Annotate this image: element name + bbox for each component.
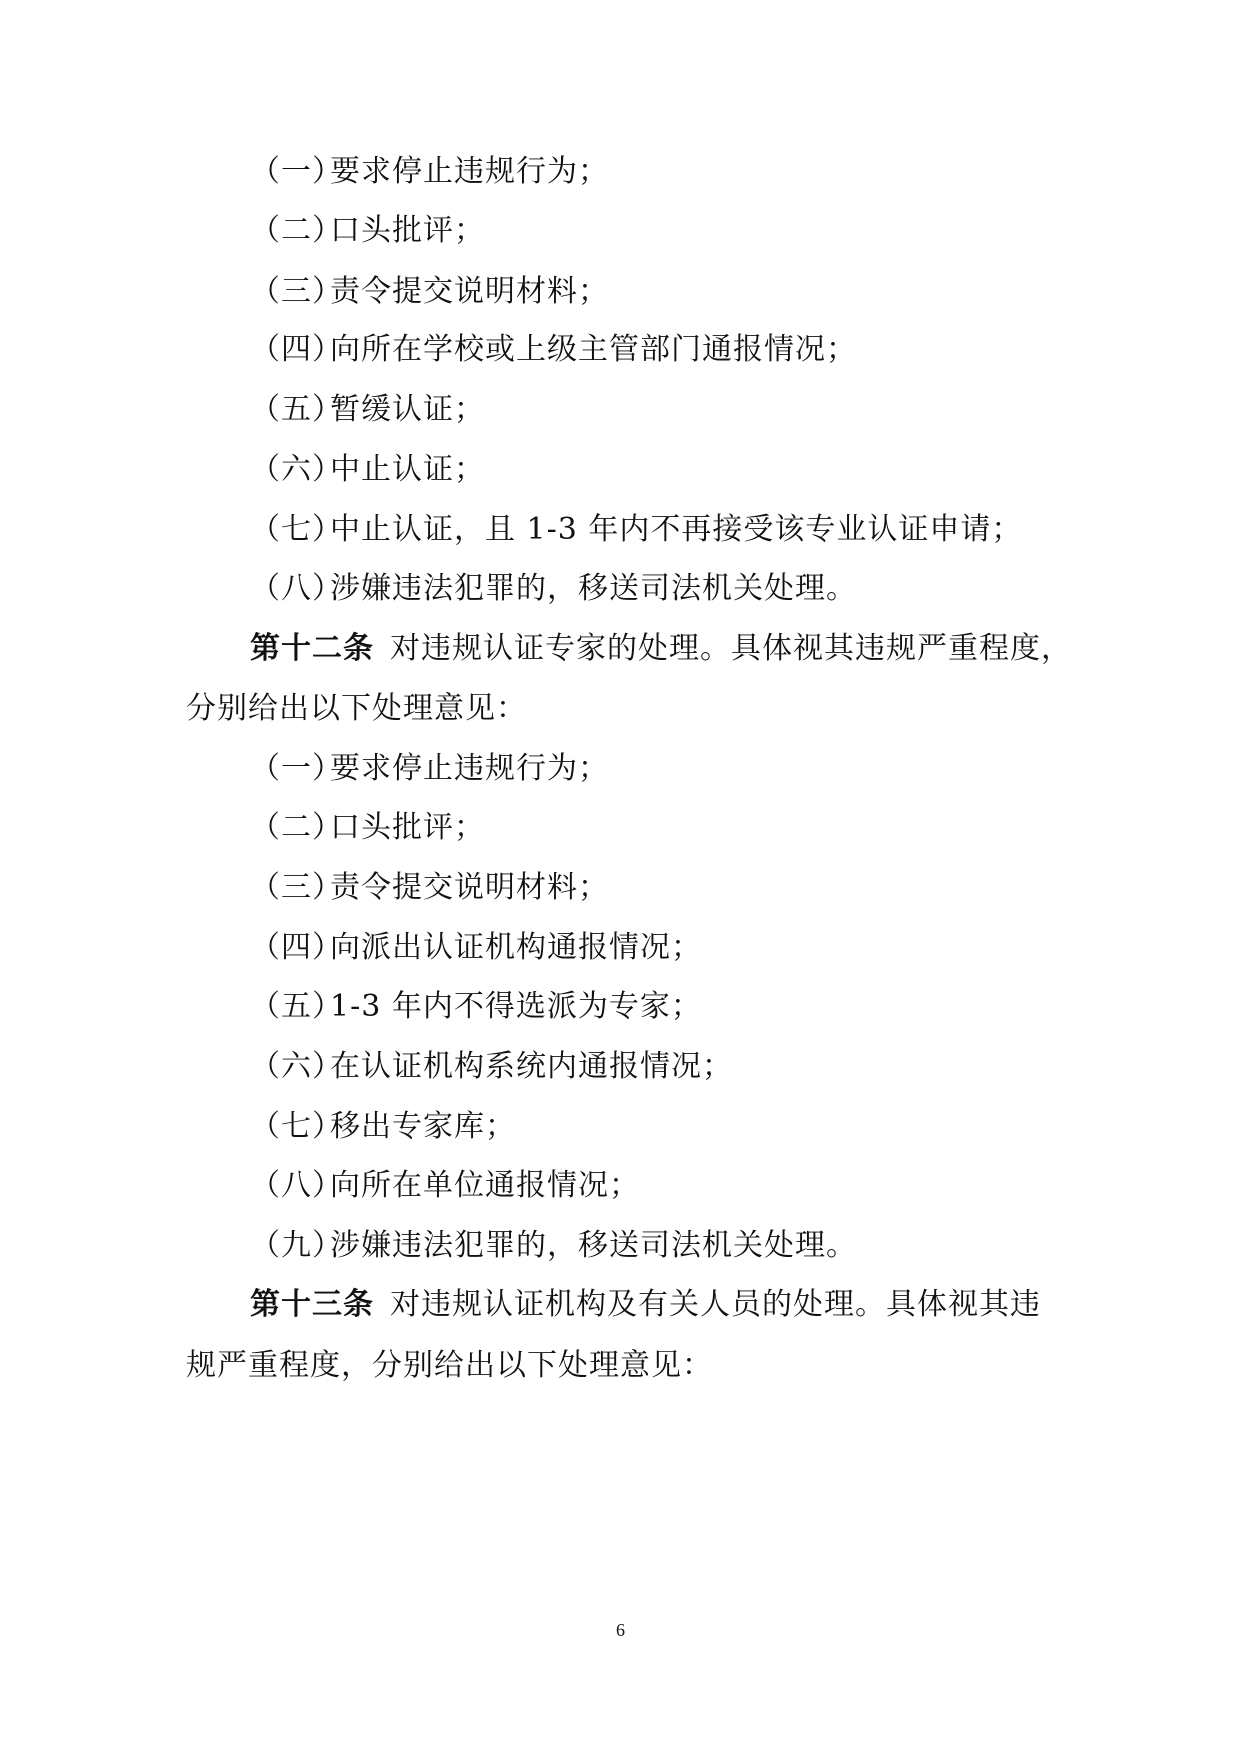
article-12-label: 第十二条 — [250, 631, 374, 666]
list-item: （九）涉嫌违法犯罪的，移送司法机关处理。 — [250, 1228, 857, 1263]
list-item: （七）中止认证，且 1-3 年内不再接受该专业认证申请； — [250, 512, 1023, 547]
page-number: 6 — [616, 1620, 625, 1640]
list-item: （三）责令提交说明材料； — [250, 870, 609, 905]
article-12-continuation: 分别给出以下处理意见： — [186, 691, 527, 726]
list-item: （八）涉嫌违法犯罪的，移送司法机关处理。 — [250, 571, 857, 606]
list-item: （二）口头批评； — [250, 213, 485, 248]
article-13-continuation: 规严重程度，分别给出以下处理意见： — [186, 1348, 713, 1383]
list-item: （四）向所在学校或上级主管部门通报情况； — [250, 332, 857, 367]
list-item: （六）中止认证； — [250, 452, 485, 487]
list-item: （二）口头批评； — [250, 810, 485, 845]
article-12-heading: 第十二条 对违规认证专家的处理。具体视其违规严重程度， — [250, 631, 1072, 666]
list-item: （一）要求停止违规行为； — [250, 154, 609, 189]
article-13-label: 第十三条 — [250, 1287, 374, 1322]
list-item: （七）移出专家库； — [250, 1109, 516, 1144]
list-item: （四）向派出认证机构通报情况； — [250, 930, 702, 965]
list-item: （八）向所在单位通报情况； — [250, 1168, 640, 1203]
list-item: （五）暂缓认证； — [250, 392, 485, 427]
article-13-heading: 第十三条 对违规认证机构及有关人员的处理。具体视其违 — [250, 1287, 1041, 1322]
list-item: （六）在认证机构系统内通报情况； — [250, 1049, 733, 1084]
list-item: （五）1-3 年内不得选派为专家； — [250, 989, 702, 1024]
list-item: （三）责令提交说明材料； — [250, 274, 609, 309]
list-item: （一）要求停止违规行为； — [250, 751, 609, 786]
